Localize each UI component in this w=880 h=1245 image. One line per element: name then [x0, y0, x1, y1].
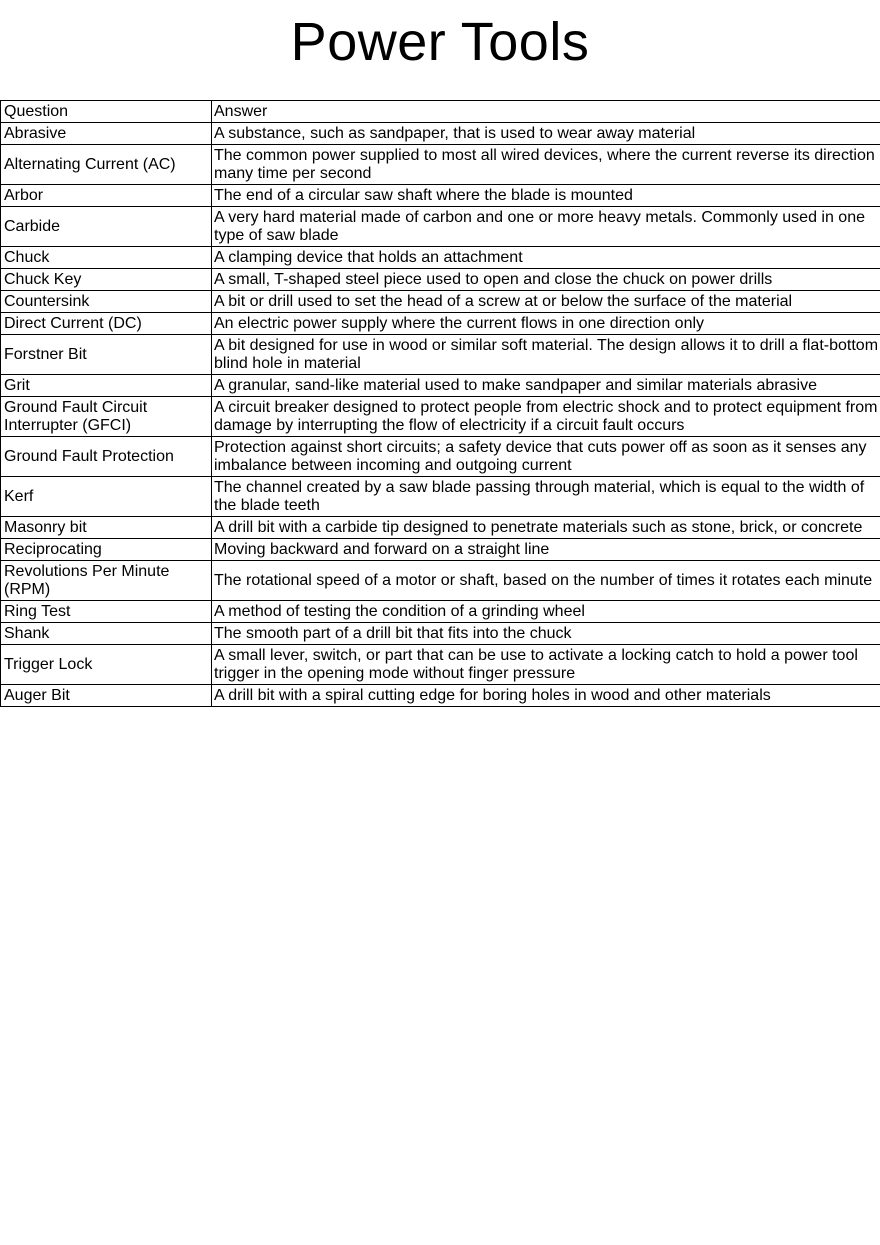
- definition-cell: A clamping device that holds an attachment: [212, 247, 880, 269]
- term-cell: Direct Current (DC): [1, 313, 212, 335]
- term-cell: Countersink: [1, 291, 212, 313]
- page-title: Power Tools: [290, 12, 590, 72]
- term-cell: Ring Test: [1, 601, 212, 623]
- table-row: [1, 313, 880, 335]
- header-row: [1, 101, 880, 123]
- term-cell: Reciprocating: [1, 539, 212, 561]
- term-cell: Alternating Current (AC): [1, 145, 212, 185]
- definition-cell: A granular, sand-like material used to make sandpaper and similar materials abrasive: [212, 375, 880, 397]
- term-cell: Masonry bit: [1, 517, 212, 539]
- definition-cell: A drill bit with a spiral cutting edge for boring holes in wood and other materials: [212, 685, 880, 707]
- term-cell: Shank: [1, 623, 212, 645]
- definition-cell: A method of testing the condition of a grinding wheel: [212, 601, 880, 623]
- table-row: [1, 207, 880, 247]
- definition-cell: The smooth part of a drill bit that fits into the chuck: [212, 623, 880, 645]
- definition-cell: The channel created by a saw blade passing through material, which is equal to the width of the blade teeth: [212, 477, 880, 517]
- term-cell: Forstner Bit: [1, 335, 212, 375]
- table-row: [1, 269, 880, 291]
- column-header-question: Question: [1, 101, 212, 123]
- definition-cell: A small lever, switch, or part that can be use to activate a locking catch to hold a power tool trigger in the opening mode without finger pressure: [212, 645, 880, 685]
- table-row: [1, 601, 880, 623]
- table-header: [1, 101, 880, 123]
- table-row: [1, 623, 880, 645]
- table-row: [1, 645, 880, 685]
- definition-cell: Moving backward and forward on a straight line: [212, 539, 880, 561]
- table-row: [1, 247, 880, 269]
- term-cell: Ground Fault Circuit Interrupter (GFCI): [1, 397, 212, 437]
- term-cell: Kerf: [1, 477, 212, 517]
- table-row: [1, 123, 880, 145]
- table-row: [1, 539, 880, 561]
- term-cell: Revolutions Per Minute (RPM): [1, 561, 212, 601]
- term-cell: Grit: [1, 375, 212, 397]
- table-row: [1, 291, 880, 313]
- table-body: [1, 123, 880, 707]
- term-cell: Chuck: [1, 247, 212, 269]
- term-cell: Abrasive: [1, 123, 212, 145]
- column-header-answer: Answer: [212, 101, 880, 123]
- term-cell: Ground Fault Protection: [1, 437, 212, 477]
- definition-cell: The end of a circular saw shaft where the blade is mounted: [212, 185, 880, 207]
- vocabulary-table: [0, 100, 880, 707]
- definition-cell: A bit or drill used to set the head of a screw at or below the surface of the material: [212, 291, 880, 313]
- table-row: [1, 185, 880, 207]
- definition-cell: A drill bit with a carbide tip designed to penetrate materials such as stone, brick, or concrete: [212, 517, 880, 539]
- definition-cell: A very hard material made of carbon and one or more heavy metals. Commonly used in one type of saw blade: [212, 207, 880, 247]
- definition-cell: The common power supplied to most all wired devices, where the current reverse its direction many time per second: [212, 145, 880, 185]
- table-row: [1, 437, 880, 477]
- definition-cell: Protection against short circuits; a safety device that cuts power off as soon as it senses any imbalance between incoming and outgoing current: [212, 437, 880, 477]
- table-row: [1, 477, 880, 517]
- table-row: [1, 145, 880, 185]
- definition-cell: A small, T-shaped steel piece used to open and close the chuck on power drills: [212, 269, 880, 291]
- definition-cell: An electric power supply where the current flows in one direction only: [212, 313, 880, 335]
- definition-cell: A bit designed for use in wood or similar soft material. The design allows it to drill a flat-bottom blind hole in material: [212, 335, 880, 375]
- definition-cell: A substance, such as sandpaper, that is used to wear away material: [212, 123, 880, 145]
- table-row: [1, 335, 880, 375]
- term-cell: Chuck Key: [1, 269, 212, 291]
- term-cell: Auger Bit: [1, 685, 212, 707]
- table-row: [1, 375, 880, 397]
- table-row: [1, 397, 880, 437]
- term-cell: Trigger Lock: [1, 645, 212, 685]
- term-cell: Arbor: [1, 185, 212, 207]
- table-row: [1, 561, 880, 601]
- definition-cell: A circuit breaker designed to protect people from electric shock and to protect equipment from damage by interrupting the flow of electricity if a circuit fault occurs: [212, 397, 880, 437]
- definition-cell: The rotational speed of a motor or shaft, based on the number of times it rotates each minute: [212, 561, 880, 601]
- table-row: [1, 685, 880, 707]
- table-row: [1, 517, 880, 539]
- term-cell: Carbide: [1, 207, 212, 247]
